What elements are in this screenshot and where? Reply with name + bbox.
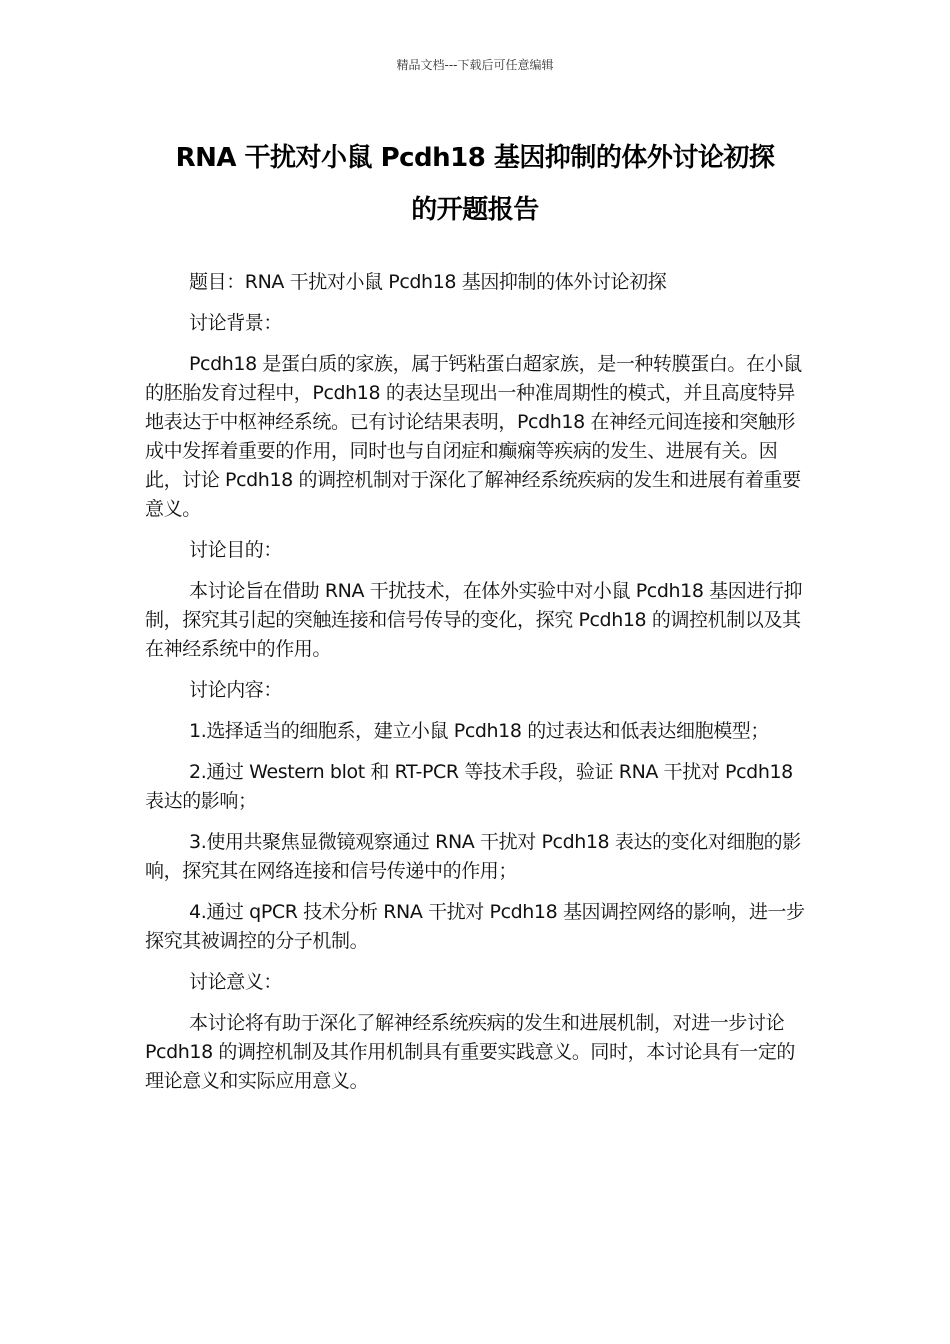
title-line-2: 的开题报告: [411, 195, 539, 225]
background-paragraph: Pcdh18 是蛋白质的家族，属于钙粘蛋白超家族，是一种转膜蛋白。在小鼠的胚胎发育过程中，Pcdh18 的表达呈现出一种准周期性的模式，并且高度特异地表达于中枢神经系统。已有讨论结果表明，Pcdh18 在神经元间连接和突触形成中发挥着重要的作用，同时也与自闭症和癫痫等疾病的发生、进展有关。因此，讨论 Pcdh18 的调控机制对于深化了解神经系统疾病的发生和进展有着重要意义。: [145, 353, 802, 520]
topic-line: 题目：RNA 干扰对小鼠 Pcdh18 基因抑制的体外讨论初探: [189, 271, 667, 293]
purpose-label: 讨论目的：: [189, 539, 283, 561]
significance-label: 讨论意义：: [189, 971, 283, 993]
title-line-1: RNA 干扰对小鼠 Pcdh18 基因抑制的体外讨论初探: [175, 143, 775, 173]
background-label: 讨论背景：: [189, 312, 283, 334]
header-note: 精品文档---下载后可任意编辑: [396, 58, 554, 72]
content-item-4: 4.通过 qPCR 技术分析 RNA 干扰对 Pcdh18 基因调控网络的影响，进一步探究其被调控的分子机制。: [145, 901, 805, 952]
significance-paragraph: 本讨论将有助于深化了解神经系统疾病的发生和进展机制，对进一步讨论 Pcdh18 的调控机制及其作用机制具有重要实践意义。同时，本讨论具有一定的理论意义和实际应用意义。: [145, 1012, 796, 1092]
content-item-1: 1.选择适当的细胞系，建立小鼠 Pcdh18 的过表达和低表达细胞模型；: [189, 720, 769, 742]
document-title: [130, 132, 820, 236]
content-label: 讨论内容：: [189, 679, 283, 701]
content-item-3: 3.使用共聚焦显微镜观察通过 RNA 干扰对 Pcdh18 表达的变化对细胞的影响，探究其在网络连接和信号传递中的作用；: [145, 831, 801, 882]
document-body: [145, 268, 807, 1108]
purpose-paragraph: 本讨论旨在借助 RNA 干扰技术，在体外实验中对小鼠 Pcdh18 基因进行抑制，探究其引起的突触连接和信号传导的变化，探究 Pcdh18 的调控机制以及其在神经系统中的作用。: [145, 580, 803, 660]
content-item-2: 2.通过 Western blot 和 RT-PCR 等技术手段，验证 RNA 干扰对 Pcdh18 表达的影响；: [145, 761, 793, 812]
